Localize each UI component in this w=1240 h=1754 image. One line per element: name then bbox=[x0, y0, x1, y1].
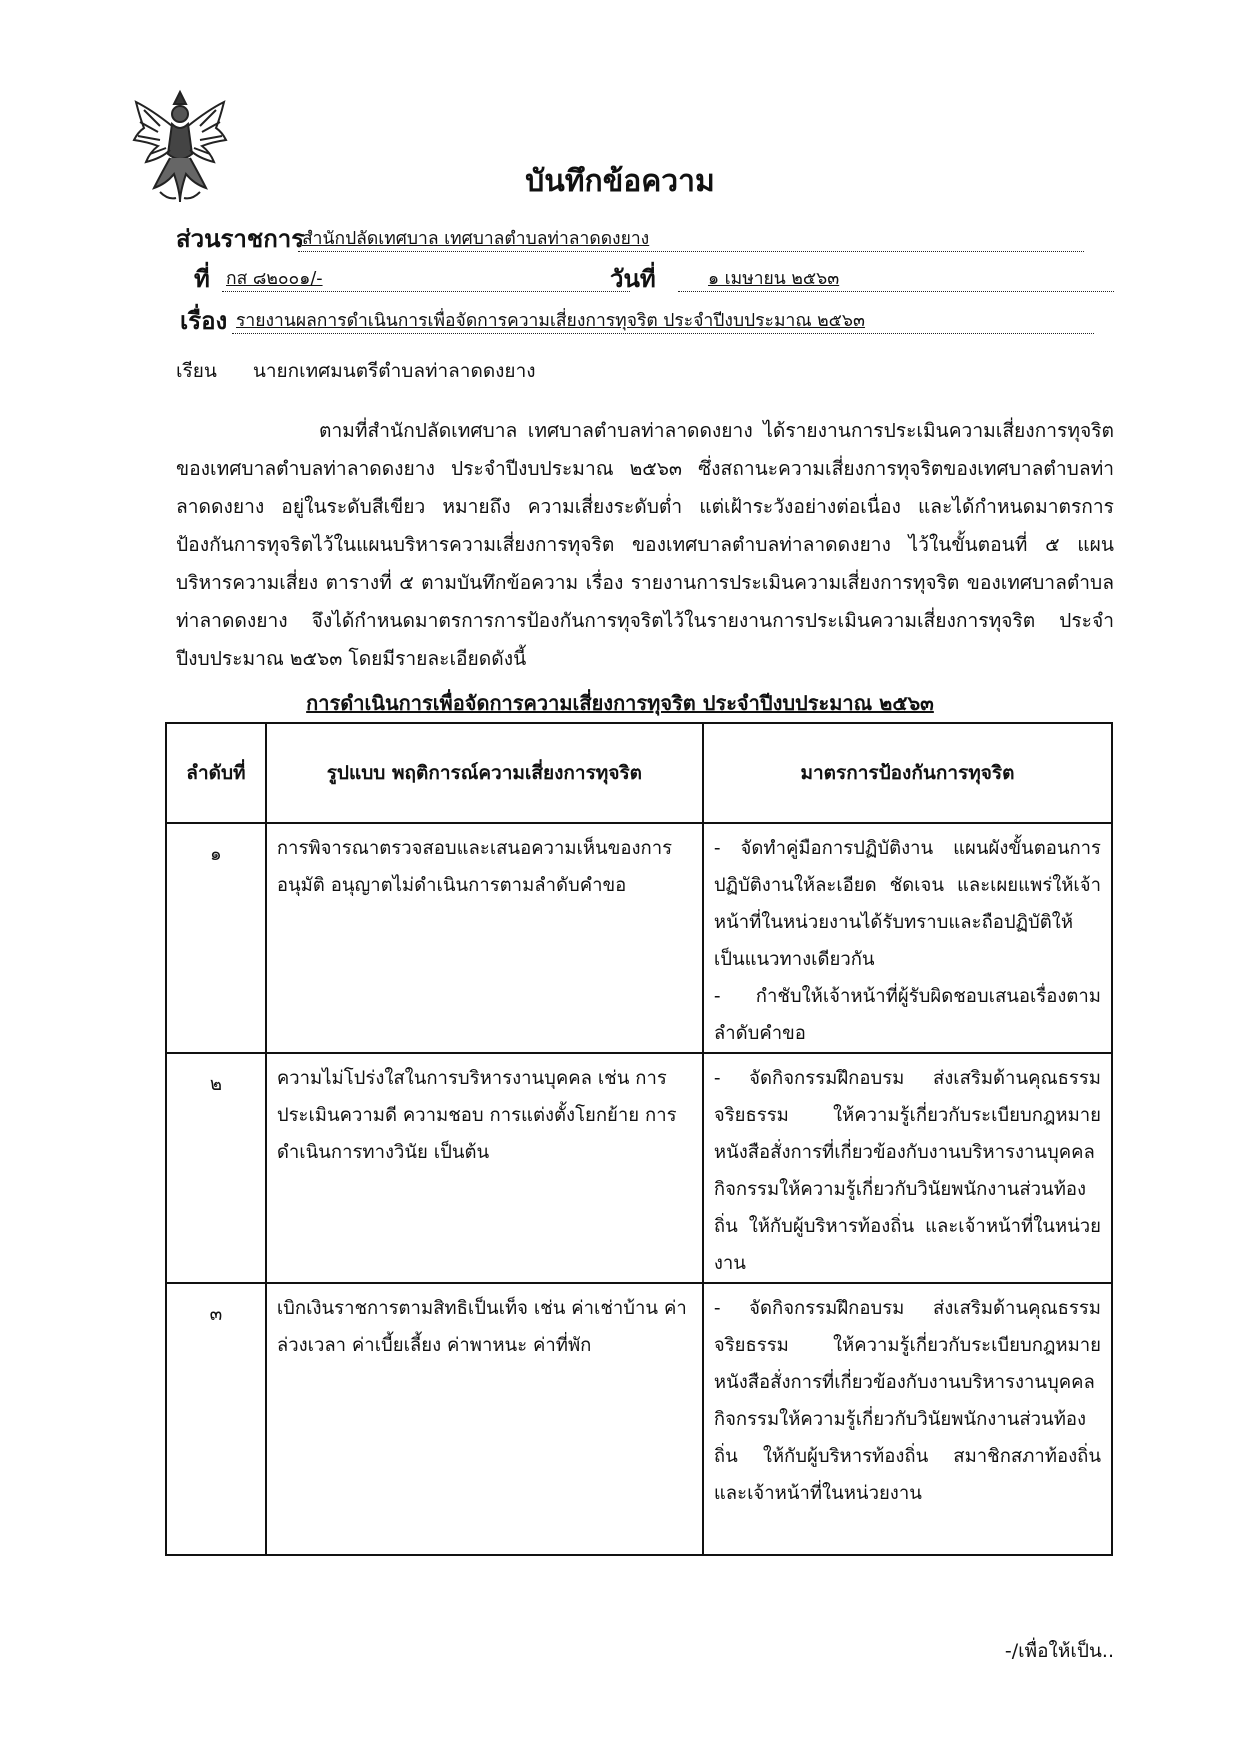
measure-item: - จัดกิจกรรมฝึกอบรม ส่งเสริมด้านคุณธรรมจริยธรรม ให้ความรู้เกี่ยวกับระเบียบกฎหมาย หนังสือสั่งการที่เกี่ยวข้องกับงานบริหารงานบุคคล กิจกรรมให้ความรู้เกี่ยวกับวินัยพนักงานส่วนท้องถิ่น ให้กับผู้บริหารท้องถิ่น สมาชิกสภาท้องถิ่น และเจ้าหน้าที่ในหน่วยงาน bbox=[713, 1298, 1101, 1504]
reference-value: กส ๘๒๐๐๑/- bbox=[226, 269, 323, 289]
subject-label: เรื่อง bbox=[180, 307, 228, 335]
subject-value-field bbox=[232, 304, 1094, 334]
department-value: สำนักปลัดเทศบาล เทศบาลตำบลท่าลาดดงยาง bbox=[302, 229, 650, 249]
reference-label: ที่ bbox=[194, 265, 210, 293]
continuation-note: -/เพื่อให้เป็น.. bbox=[1004, 1640, 1114, 1662]
table-caption: การดำเนินการเพื่อจัดการความเสี่ยงการทุจริต ประจำปีงบประมาณ ๒๕๖๓ bbox=[306, 691, 934, 715]
table-row bbox=[166, 823, 1112, 1053]
department-value-field bbox=[298, 222, 1084, 252]
measure-item: - จัดกิจกรรมฝึกอบรม ส่งเสริมด้านคุณธรรมจริยธรรม ให้ความรู้เกี่ยวกับระเบียบกฎหมาย หนังสือสั่งการที่เกี่ยวข้องกับงานบริหารงานบุคคล กิจกรรมให้ความรู้เกี่ยวกับวินัยพนักงานส่วนท้องถิ่น ให้กับผู้บริหารท้องถิ่น และเจ้าหน้าที่ในหน่วยงาน bbox=[713, 1068, 1101, 1274]
row-risk: การพิจารณาตรวจสอบและเสนอความเห็นของการอนุมัติ อนุญาตไม่ดำเนินการตามลำดับคำขอ bbox=[266, 823, 703, 1053]
header-order: ลำดับที่ bbox=[166, 723, 266, 823]
table-row bbox=[166, 1283, 1112, 1555]
department-label: ส่วนราชการ bbox=[176, 225, 305, 253]
row-measures bbox=[703, 1283, 1112, 1555]
reference-value-field bbox=[222, 262, 630, 292]
header-risk: รูปแบบ พฤติการณ์ความเสี่ยงการทุจริต bbox=[266, 723, 703, 823]
salutation-label: เรียน bbox=[176, 360, 217, 382]
date-value: ๑ เมษายน ๒๕๖๓ bbox=[708, 269, 840, 289]
table-header-row bbox=[166, 723, 1112, 823]
row-order: ๑ bbox=[166, 823, 266, 1053]
table-row bbox=[166, 1053, 1112, 1283]
risk-table bbox=[165, 722, 1113, 1556]
row-order: ๓ bbox=[166, 1283, 266, 1555]
row-risk: เบิกเงินราชการตามสิทธิเป็นเท็จ เช่น ค่าเช่าบ้าน ค่าล่วงเวลา ค่าเบี้ยเลี้ยง ค่าพาหนะ ค่าที่พัก bbox=[266, 1283, 703, 1555]
salutation-recipient: นายกเทศมนตรีตำบลท่าลาดดงยาง bbox=[252, 360, 536, 382]
header-measures: มาตรการป้องกันการทุจริต bbox=[703, 723, 1112, 823]
measure-item: - จัดทำคู่มือการปฏิบัติงาน แผนผังขั้นตอนการปฏิบัติงานให้ละเอียด ชัดเจน และเผยแพร่ให้เจ้าหน้าที่ในหน่วยงานได้รับทราบและถือปฏิบัติให้เป็นแนวทางเดียวกัน bbox=[713, 838, 1101, 970]
subject-line bbox=[176, 304, 1094, 338]
department-line bbox=[176, 222, 1084, 256]
memo-title: บันทึกข้อความ bbox=[525, 164, 715, 199]
body-paragraph: ตามที่สำนักปลัดเทศบาล เทศบาลตำบลท่าลาดดงยาง ได้รายงานการประเมินความเสี่ยงการทุจริตของเทศบาลตำบลท่าลาดดงยาง ประจำปีงบประมาณ ๒๕๖๓ ซึ่งสถานะความเสี่ยงการทุจริตของเทศบาลตำบลท่าลาดดงยาง อยู่ในระดับสีเขียว หมายถึง ความเสี่ยงระดับต่ำ แต่เฝ้าระวังอย่างต่อเนื่อง และได้กำหนดมาตรการป้องกันการทุจริตไว้ในแผนบริหารความเสี่ยงการทุจริต ของเทศบาลตำบลท่าลาดดงยาง ไว้ในขั้นตอนที่ ๕ แผนบริหารความเสี่ยง ตารางที่ ๕ ตามบันทึกข้อความ เรื่อง รายงานการประเมินความเสี่ยงการทุจริต ของเทศบาลตำบลท่าลาดดงยาง จึงได้กำหนดมาตรการการป้องกันการทุจริตไว้ในรายงานการประเมินความเสี่ยงการทุจริต ประจำปีงบประมาณ ๒๕๖๓ โดยมีรายละเอียดดังนี้ bbox=[176, 419, 1114, 670]
reference-date-line bbox=[176, 262, 1114, 296]
row-measures bbox=[703, 823, 1112, 1053]
measure-item: - กำชับให้เจ้าหน้าที่ผู้รับผิดชอบเสนอเรื่องตามลำดับคำขอ bbox=[713, 986, 1101, 1044]
date-label: วันที่ bbox=[610, 265, 656, 293]
row-measures bbox=[703, 1053, 1112, 1283]
salutation bbox=[176, 356, 536, 386]
subject-value: รายงานผลการดำเนินการเพื่อจัดการความเสี่ยงการทุจริต ประจำปีงบประมาณ ๒๕๖๓ bbox=[236, 311, 865, 331]
date-value-field bbox=[678, 262, 1114, 292]
row-risk: ความไม่โปร่งใสในการบริหารงานบุคคล เช่น การประเมินความดี ความชอบ การแต่งตั้งโยกย้าย การดำเนินการทางวินัย เป็นต้น bbox=[266, 1053, 703, 1283]
row-order: ๒ bbox=[166, 1053, 266, 1283]
